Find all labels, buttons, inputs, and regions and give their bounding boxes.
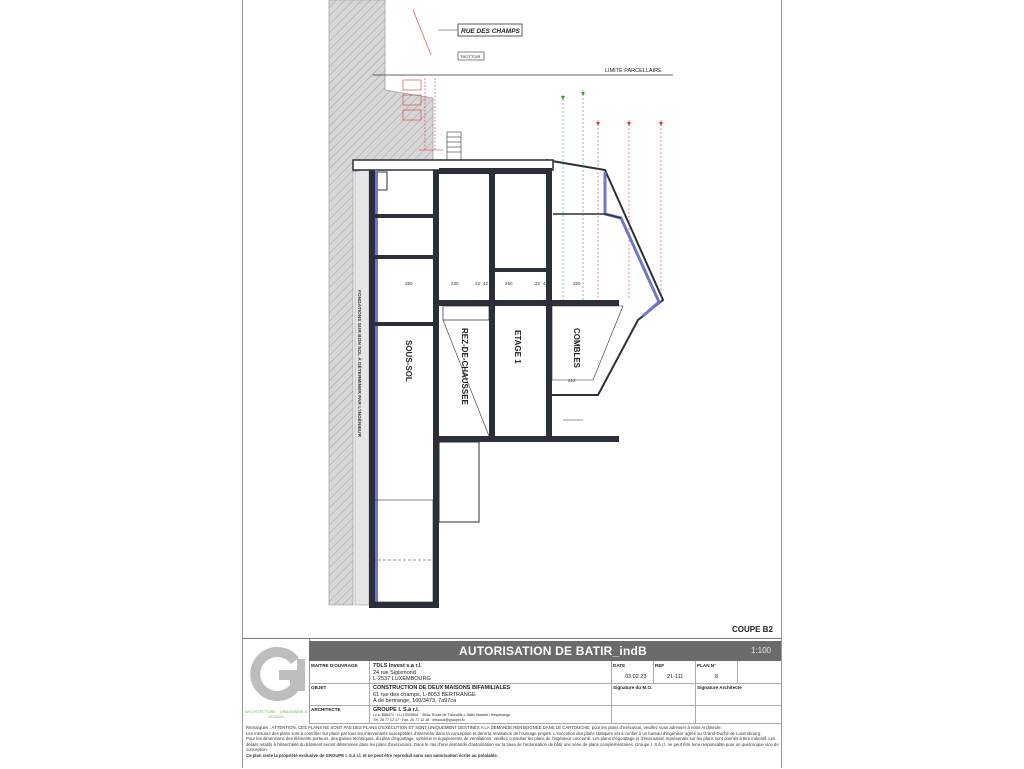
section-title: COUPE B2 bbox=[732, 625, 773, 634]
svg-text:TROTTOIR: TROTTOIR bbox=[460, 54, 481, 59]
level-markers bbox=[561, 90, 663, 300]
remarks-line-2: Les mesures des plans sont à contrôler sur place par tous les intervenants susceptibles d'intervenir dans la conception et dans la réalisation de l'ouvrage projeté. L'exécution des plans statiques est à confier à un bureau d'ingénieur agréé au Grand-Duché de Luxembourg. bbox=[246, 730, 762, 736]
maitre-address-1: 24 rue Sigismond bbox=[373, 670, 416, 676]
logo-caption: ARCHITECTURE · URBANISME & DESIGN bbox=[244, 709, 308, 719]
date-value: 03.02.23 bbox=[625, 674, 647, 680]
banner-scale: 1:100 bbox=[750, 646, 771, 655]
dim-5: 250 bbox=[505, 281, 513, 286]
limite-parcellaire-label: LIMITE PARCELLAIRE bbox=[605, 68, 662, 74]
banner-title: AUTORISATION DE BATIR_indB bbox=[459, 644, 647, 658]
architecte-name: GROUPE I. S.à r.l. bbox=[373, 707, 420, 713]
signature-architecte-label: Signature Architecte bbox=[697, 685, 742, 690]
fondations-note: FONDATIONS SUR BON SOL À DÉTERMINER PAR L'INGÉNIEUR bbox=[356, 290, 361, 437]
title-block bbox=[243, 638, 781, 769]
dim-8: 250 bbox=[573, 281, 581, 286]
roof-insulation bbox=[605, 172, 659, 316]
maitre-name: TDLS Invest s.a r.l. bbox=[373, 663, 422, 669]
plan-label: PLAN N° bbox=[697, 663, 716, 668]
remarks-line-1: Remarques : ATTENTION, CES PLANS NE SONT PAS DES PLANS D'EXÉCUTION ET SONT UNIQUEMENT DESTINÉS A LA DEMANDE RENSEIGNÉE DANS LE CARTOUCHE, pour les plans d'exécution, veuillez vous adresser à votre Architecte. bbox=[246, 725, 722, 730]
dim-9: 212 bbox=[568, 378, 576, 383]
company-logo bbox=[243, 639, 310, 723]
dim-3: 22 bbox=[475, 281, 481, 286]
dim-6: 22 bbox=[535, 281, 541, 286]
objet-line-3: A de bertrange, 160/3473, 7a97ca bbox=[373, 698, 457, 704]
title-banner bbox=[309, 641, 781, 661]
ref-value: 21-111 bbox=[667, 674, 684, 680]
dim-4: 42 bbox=[483, 281, 489, 286]
drawing-sheet bbox=[242, 0, 782, 768]
signature-mo-label: Signature du M.O. bbox=[613, 685, 653, 690]
building-section bbox=[353, 160, 663, 608]
maitre-label: MAITRE D'OUVRAGE bbox=[311, 663, 358, 668]
dim-7: 42 bbox=[543, 281, 549, 286]
ref-label: REF bbox=[655, 663, 665, 668]
dim-1: 250 bbox=[405, 281, 413, 286]
plan-value: 8 bbox=[715, 674, 719, 680]
objet-line-1: CONSTRUCTION DE DEUX MAISONS BIFAMILIALES bbox=[373, 685, 511, 691]
architecte-address: r.c.s. B86471 · LU 19309901 · 304a, Route de Thionville L-5884 Howald / Hesperange bbox=[373, 713, 511, 717]
groupe-i-logo-icon bbox=[243, 639, 309, 709]
objet-label: OBJET bbox=[311, 685, 327, 690]
floor-sous-sol: SOUS-SOL bbox=[404, 340, 413, 382]
ground-hatch bbox=[329, 0, 433, 605]
trottoir-label bbox=[458, 52, 484, 60]
floor-rez-de-chaussee: REZ-DE-CHAUSSEE bbox=[460, 328, 469, 405]
date-label: DATE bbox=[613, 663, 626, 668]
architecte-label: ARCHITECTE bbox=[311, 707, 341, 712]
dim-2: 230 bbox=[451, 281, 459, 286]
section-drawing bbox=[243, 0, 781, 640]
street-label bbox=[438, 24, 522, 36]
architecte-contact: Tél. 26 77 12 17 · Fax. 26 77 12 18 · inbound@groupei.lu bbox=[373, 718, 465, 722]
objet-line-2: 61 rue des champs, L-8053 BERTRANGE bbox=[373, 692, 476, 698]
svg-text:RUE DES CHAMPS: RUE DES CHAMPS bbox=[461, 28, 520, 35]
floor-etage: ETAGE 1 bbox=[513, 330, 522, 364]
remarks-block bbox=[243, 725, 782, 759]
remarks-line-4: Ce plan reste la propriété exclusive de GROUPE I. S.à r.l. et ne peut être reproduit sans son autorisation écrite au préalable. bbox=[246, 752, 498, 758]
maitre-address-2: L-2537 LUXEMBOURG bbox=[373, 676, 431, 682]
entrance-steps bbox=[447, 132, 461, 160]
remarks-line-3: Pour les dimensions des éléments porteurs, des gaines techniques, du plan d'égouttage, système et équipements de ventilations, veuillez consulter les plans de l'ingénieur concerné. Les plans d'égouttage et d'évacuation représentés sur les plans sont donnés à titre indicatif. Les détails relatifs à l'étanchéité du bâtiment seront déterminés dans les plans d'exécutions. Dans le cas d'une demande d'autorisation sur la base de l'autorisation de bâtir une série de plans complémentaires. Groupe I. S.à r.l. ne peut être tenu responsable pour un quelconque vice de conception. bbox=[246, 736, 779, 753]
floor-combles: COMBLES bbox=[572, 328, 581, 368]
